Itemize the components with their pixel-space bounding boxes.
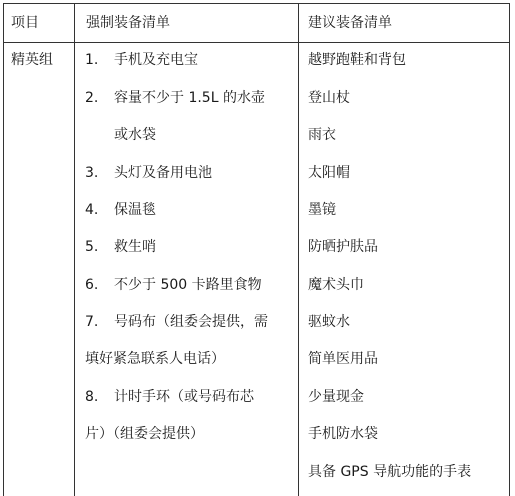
suggested-item: 简单医用品 xyxy=(308,351,378,367)
group-name: 精英组 xyxy=(11,52,53,68)
table-border-right xyxy=(509,3,510,496)
suggested-item: 少量现金 xyxy=(308,389,364,405)
suggested-item: 登山杖 xyxy=(308,90,350,106)
mandatory-item: 不少于 500 卡路里食物 xyxy=(114,277,262,293)
suggested-item: 手机防水袋 xyxy=(308,426,378,442)
mandatory-item: 保温毯 xyxy=(114,202,156,218)
header-suggested-equipment: 建议装备清单 xyxy=(308,15,392,31)
column-divider-1 xyxy=(74,3,75,496)
mandatory-item-number: 2. xyxy=(85,90,99,106)
mandatory-item-continuation: 填好紧急联系人电话） xyxy=(85,351,225,367)
suggested-item: 魔术头巾 xyxy=(308,277,364,293)
header-project: 项目 xyxy=(11,15,39,31)
mandatory-item-number: 8. xyxy=(85,389,99,405)
mandatory-item-number: 4. xyxy=(85,202,99,218)
suggested-item: 驱蚊水 xyxy=(308,314,350,330)
header-row-divider xyxy=(3,42,510,43)
mandatory-item: 容量不少于 1.5L 的水壶 xyxy=(114,90,265,106)
mandatory-item-number: 5. xyxy=(85,239,99,255)
mandatory-item: 救生哨 xyxy=(114,239,156,255)
suggested-item: 越野跑鞋和背包 xyxy=(308,52,406,68)
table-border-left xyxy=(3,3,4,496)
table-border-top xyxy=(3,3,510,4)
suggested-item: 太阳帽 xyxy=(308,165,350,181)
mandatory-item: 手机及充电宝 xyxy=(114,52,198,68)
mandatory-item-continuation: 片）（组委会提供） xyxy=(85,426,204,442)
mandatory-item-number: 1. xyxy=(85,52,99,68)
suggested-item: 防晒护肤品 xyxy=(308,239,378,255)
mandatory-item: 计时手环（或号码布芯 xyxy=(114,389,254,405)
mandatory-item-number: 7. xyxy=(85,314,99,330)
mandatory-item-number: 6. xyxy=(85,277,99,293)
mandatory-item-number: 3. xyxy=(85,165,99,181)
suggested-item: 雨衣 xyxy=(308,127,336,143)
mandatory-item-continuation: 或水袋 xyxy=(114,127,156,143)
equipment-table xyxy=(3,3,510,496)
header-mandatory-equipment: 强制装备清单 xyxy=(86,15,170,31)
mandatory-item: 号码布（组委会提供，需 xyxy=(114,314,268,330)
suggested-item: 墨镜 xyxy=(308,202,336,218)
column-divider-2 xyxy=(298,3,299,496)
mandatory-item: 头灯及备用电池 xyxy=(114,165,212,181)
suggested-item: 具备 GPS 导航功能的手表 xyxy=(308,464,472,480)
